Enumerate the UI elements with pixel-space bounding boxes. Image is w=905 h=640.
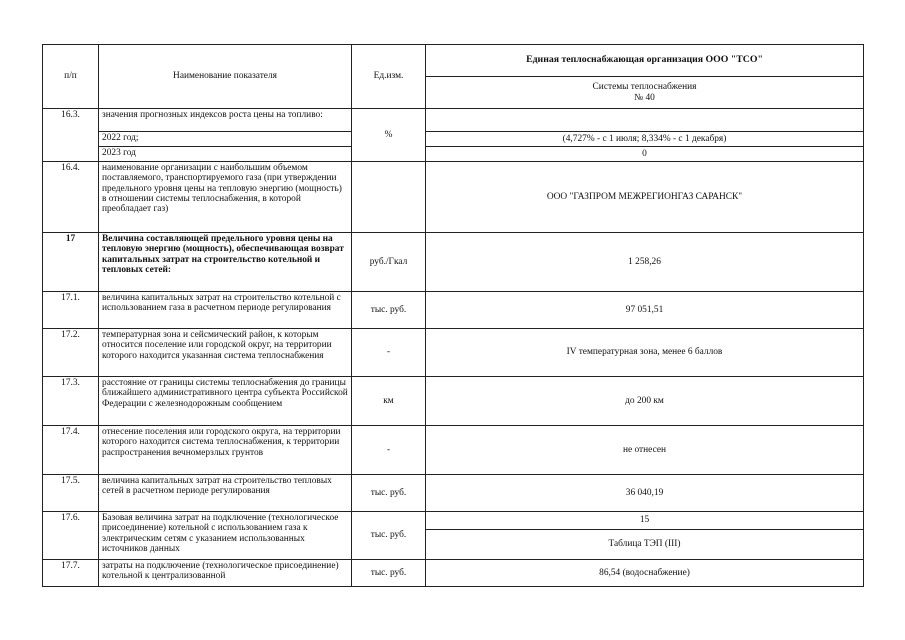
table-row <box>43 109 864 132</box>
table-row <box>43 147 864 162</box>
row-unit: тыс. руб. <box>352 512 426 560</box>
table-row <box>43 292 864 329</box>
row-value: не отнесен <box>426 426 864 475</box>
row-value: 0 <box>426 147 864 162</box>
row-indicator: затраты на подключение (технологическое присоединение) котельной к централизованной <box>99 560 352 587</box>
row-number: 17.5. <box>43 475 99 512</box>
row-number: 17 <box>43 233 99 292</box>
row-value: до 200 км <box>426 377 864 426</box>
row-value: 36 040,19 <box>426 475 864 512</box>
table-row <box>43 512 864 530</box>
row-indicator: отнесение поселения или городского округа, на территории которого находится система теплоснабжения, к территории распространения вечномерзлых грунтов <box>99 426 352 475</box>
row-indicator: 2023 год <box>99 147 352 162</box>
row-value-empty <box>426 109 864 132</box>
row-number: 17.6. <box>43 512 99 560</box>
table-row <box>43 329 864 377</box>
row-unit: - <box>352 329 426 377</box>
row-value: 86,54 (водоснабжение) <box>426 560 864 587</box>
header-organization: Единая теплоснабжающая организация ООО "ТСО" <box>426 45 864 77</box>
row-value: 1 258,26 <box>426 233 864 292</box>
row-value-source: Таблица ТЭП (III) <box>426 530 864 560</box>
table-row <box>43 233 864 292</box>
row-unit: руб./Гкал <box>352 233 426 292</box>
row-value: ООО "ГАЗПРОМ МЕЖРЕГИОНГАЗ САРАНСК" <box>426 162 864 233</box>
row-indicator: значения прогнозных индексов роста цены на топливо: <box>99 109 352 132</box>
indicator-table <box>42 44 864 587</box>
row-indicator: величина капитальных затрат на строительство котельной с использованием газа в расчетном периоде регулирования <box>99 292 352 329</box>
row-number: 17.2. <box>43 329 99 377</box>
row-number: 17.4. <box>43 426 99 475</box>
row-value: IV температурная зона, менее 6 баллов <box>426 329 864 377</box>
table-row <box>43 377 864 426</box>
header-unit: Ед.изм. <box>352 45 426 109</box>
row-indicator: 2022 год; <box>99 132 352 147</box>
row-indicator: Базовая величина затрат на подключение (технологическое присоединение) котельной с использованием газа к электрическим сетям с указанием использованных источников данных <box>99 512 352 560</box>
row-number: 16.3. <box>43 109 99 162</box>
table-row <box>43 162 864 233</box>
header-num: п/п <box>43 45 99 109</box>
row-unit: км <box>352 377 426 426</box>
row-indicator: наименование организации с наибольшим объемом поставляемого, транспортируемого газа (при утверждении предельного уровня цены на тепловую энергию (мощность) в отношении системы теплоснабжения, в которой преобладает газ) <box>99 162 352 233</box>
row-unit: тыс. руб. <box>352 560 426 587</box>
row-unit: тыс. руб. <box>352 475 426 512</box>
row-indicator: величина капитальных затрат на строительство тепловых сетей в расчетном периоде регулирования <box>99 475 352 512</box>
row-number: 17.1. <box>43 292 99 329</box>
header-system: Системы теплоснабжения № 40 <box>426 77 864 109</box>
row-value: 97 051,51 <box>426 292 864 329</box>
row-unit: % <box>352 109 426 162</box>
header-name: Наименование показателя <box>99 45 352 109</box>
row-unit: - <box>352 426 426 475</box>
table-row <box>43 132 864 147</box>
table-row <box>43 475 864 512</box>
row-value: (4,727% - с 1 июля; 8,334% - с 1 декабря) <box>426 132 864 147</box>
row-unit <box>352 162 426 233</box>
row-indicator: температурная зона и сейсмический район, к которым относится поселение или городской округ, на территории которого находится указанная система теплоснабжения <box>99 329 352 377</box>
row-number: 17.7. <box>43 560 99 587</box>
row-indicator: Величина составляющей предельного уровня цены на тепловую энергию (мощность), обеспечивающая возврат капитальных затрат на строительство котельной и тепловых сетей: <box>99 233 352 292</box>
row-number: 16.4. <box>43 162 99 233</box>
table-row <box>43 426 864 475</box>
row-indicator: расстояние от границы системы теплоснабжения до границы ближайшего административного центра субъекта Российской Федерации с железнодорожным сообщением <box>99 377 352 426</box>
row-value: 15 <box>426 512 864 530</box>
row-number: 17.3. <box>43 377 99 426</box>
table-row <box>43 560 864 587</box>
row-unit: тыс. руб. <box>352 292 426 329</box>
